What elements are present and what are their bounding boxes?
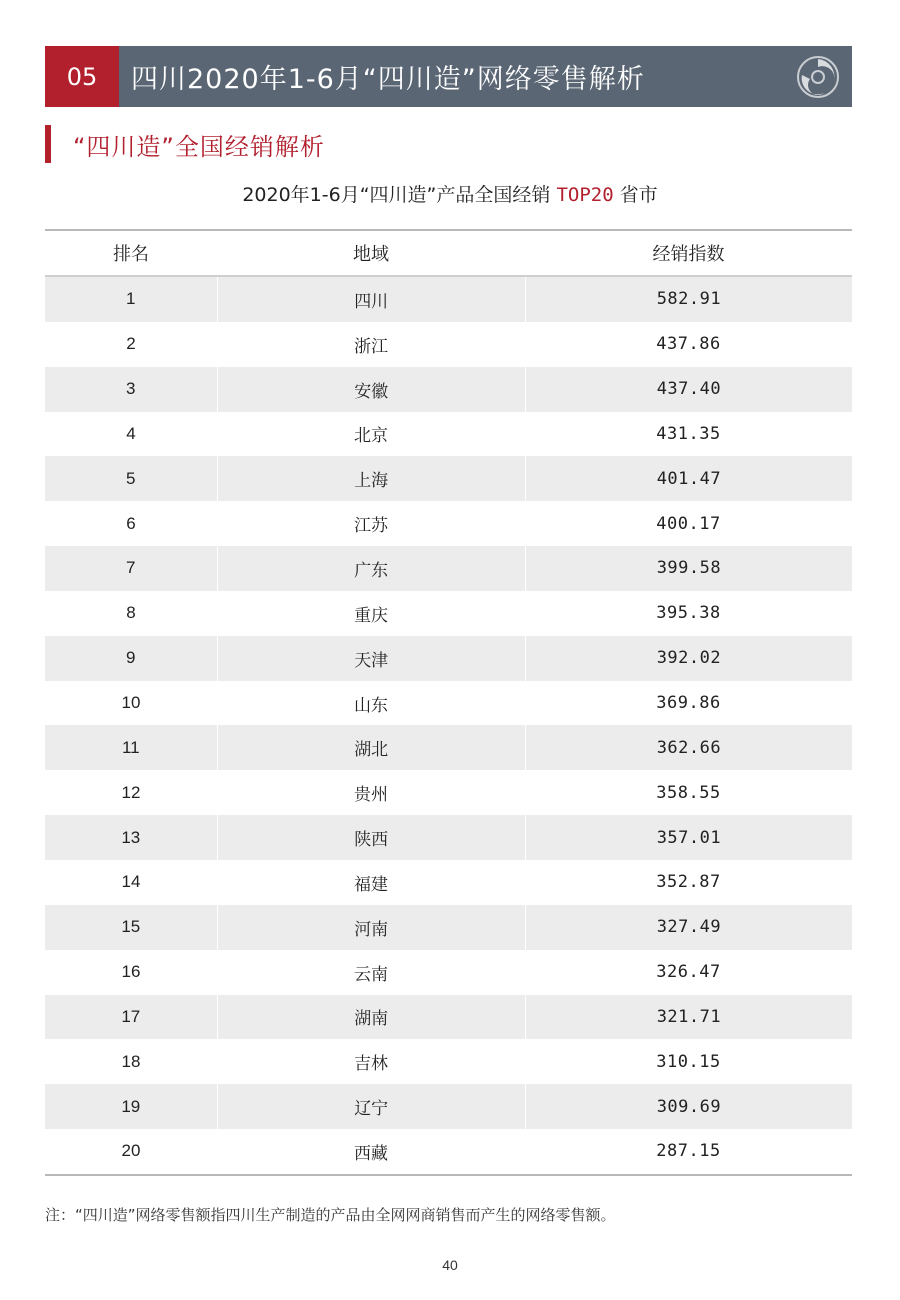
rank-cell: 5 xyxy=(126,468,136,488)
footnote: 注：“四川造”网络零售额指四川生产制造的产品由全网网商销售而产生的网络零售额。 xyxy=(45,1206,616,1224)
rank-cell: 19 xyxy=(121,1096,141,1116)
rank-cell: 8 xyxy=(126,603,136,623)
region-cell: 福建 xyxy=(354,874,388,895)
index-cell: 582.91 xyxy=(656,289,722,310)
region-cell: 辽宁 xyxy=(217,1084,526,1129)
region-cell: 四川 xyxy=(217,277,526,322)
index-cell: 392.02 xyxy=(656,648,722,669)
region-cell: 湖南 xyxy=(217,995,526,1040)
index-cell: 310.15 xyxy=(656,1051,721,1072)
index-cell: 362.66 xyxy=(656,737,722,758)
rank-cell: 12 xyxy=(121,782,141,802)
table-row xyxy=(45,860,852,905)
region-cell: 上海 xyxy=(217,456,526,501)
region-cell: 陕西 xyxy=(217,815,526,860)
section-header-bar xyxy=(45,46,852,107)
index-cell: 309.69 xyxy=(656,1096,722,1117)
index-cell: 358.55 xyxy=(656,782,721,803)
table-row xyxy=(45,277,852,322)
index-cell: 321.71 xyxy=(656,1006,722,1027)
table-row xyxy=(45,1084,852,1129)
table-row xyxy=(45,995,852,1040)
table-row xyxy=(45,725,852,770)
rank-cell: 13 xyxy=(121,827,141,847)
table-row xyxy=(45,681,852,726)
rank-cell: 1 xyxy=(126,289,136,309)
index-cell: 437.40 xyxy=(656,379,722,400)
region-cell: 贵州 xyxy=(354,785,388,806)
rank-cell: 18 xyxy=(121,1051,141,1071)
rank-cell: 10 xyxy=(121,693,141,713)
index-cell: 369.86 xyxy=(656,693,721,714)
table-header-row xyxy=(45,231,852,277)
page-title: 四川2020年1-6月“四川造”网络零售解析 xyxy=(131,64,645,95)
table-row xyxy=(45,636,852,681)
region-cell: 浙江 xyxy=(354,336,388,357)
index-cell: 401.47 xyxy=(656,468,722,489)
table-row xyxy=(45,905,852,950)
region-cell: 山东 xyxy=(354,695,388,716)
index-cell: 399.58 xyxy=(656,558,722,579)
region-cell: 江苏 xyxy=(354,516,388,537)
region-cell: 北京 xyxy=(354,426,388,447)
index-cell: 352.87 xyxy=(656,872,721,893)
sub-heading xyxy=(45,125,325,163)
index-cell: 437.86 xyxy=(656,334,721,355)
table-row xyxy=(45,546,852,591)
swirl-logo-icon xyxy=(796,55,840,99)
index-cell: 431.35 xyxy=(656,423,721,444)
table-row xyxy=(45,950,852,995)
table-row xyxy=(45,412,852,457)
section-number: 05 xyxy=(45,46,119,107)
table-row xyxy=(45,1039,852,1084)
table-title xyxy=(0,180,900,207)
region-cell: 西藏 xyxy=(354,1143,388,1164)
table-row xyxy=(45,1129,852,1174)
table-row xyxy=(45,322,852,367)
region-cell: 云南 xyxy=(354,964,388,985)
table-title-prefix: 2020年1-6月“四川造”产品全国经销 xyxy=(242,184,557,206)
rank-cell: 17 xyxy=(121,1006,141,1026)
index-cell: 326.47 xyxy=(656,962,721,983)
rank-cell: 20 xyxy=(121,1141,141,1161)
rank-cell: 15 xyxy=(121,917,141,937)
rank-cell: 11 xyxy=(121,737,140,757)
rank-cell: 4 xyxy=(126,423,136,443)
table-title-highlight: TOP20 xyxy=(556,184,614,206)
table-row xyxy=(45,367,852,412)
region-cell: 吉林 xyxy=(354,1054,388,1075)
table-row xyxy=(45,456,852,501)
table-body xyxy=(45,277,852,1174)
table-row xyxy=(45,501,852,546)
column-header-rank: 排名 xyxy=(113,244,149,265)
index-cell: 395.38 xyxy=(656,603,721,624)
region-cell: 河南 xyxy=(217,905,526,950)
rank-cell: 16 xyxy=(121,962,141,982)
region-cell: 安徽 xyxy=(217,367,526,412)
index-cell: 357.01 xyxy=(656,827,722,848)
rank-cell: 9 xyxy=(126,648,136,668)
rank-cell: 3 xyxy=(126,379,136,399)
rank-cell: 6 xyxy=(126,513,136,533)
column-header-region: 地域 xyxy=(353,244,389,265)
region-cell: 天津 xyxy=(217,636,526,681)
table-title-suffix: 省市 xyxy=(613,184,658,206)
index-cell: 400.17 xyxy=(656,513,721,534)
page-number: 40 xyxy=(442,1257,458,1273)
region-cell: 广东 xyxy=(217,546,526,591)
rank-cell: 2 xyxy=(126,334,136,354)
column-header-index: 经销指数 xyxy=(652,244,725,265)
index-cell: 287.15 xyxy=(656,1141,721,1162)
table-row xyxy=(45,770,852,815)
region-cell: 湖北 xyxy=(217,725,526,770)
table-row xyxy=(45,591,852,636)
rank-cell: 14 xyxy=(121,872,141,892)
index-cell: 327.49 xyxy=(656,917,722,938)
rank-cell: 7 xyxy=(126,558,136,578)
sub-heading-text: “四川造”全国经销解析 xyxy=(73,132,325,161)
sub-heading-marker xyxy=(45,125,51,163)
table-row xyxy=(45,815,852,860)
region-cell: 重庆 xyxy=(354,605,388,626)
ranking-table xyxy=(45,229,852,1176)
